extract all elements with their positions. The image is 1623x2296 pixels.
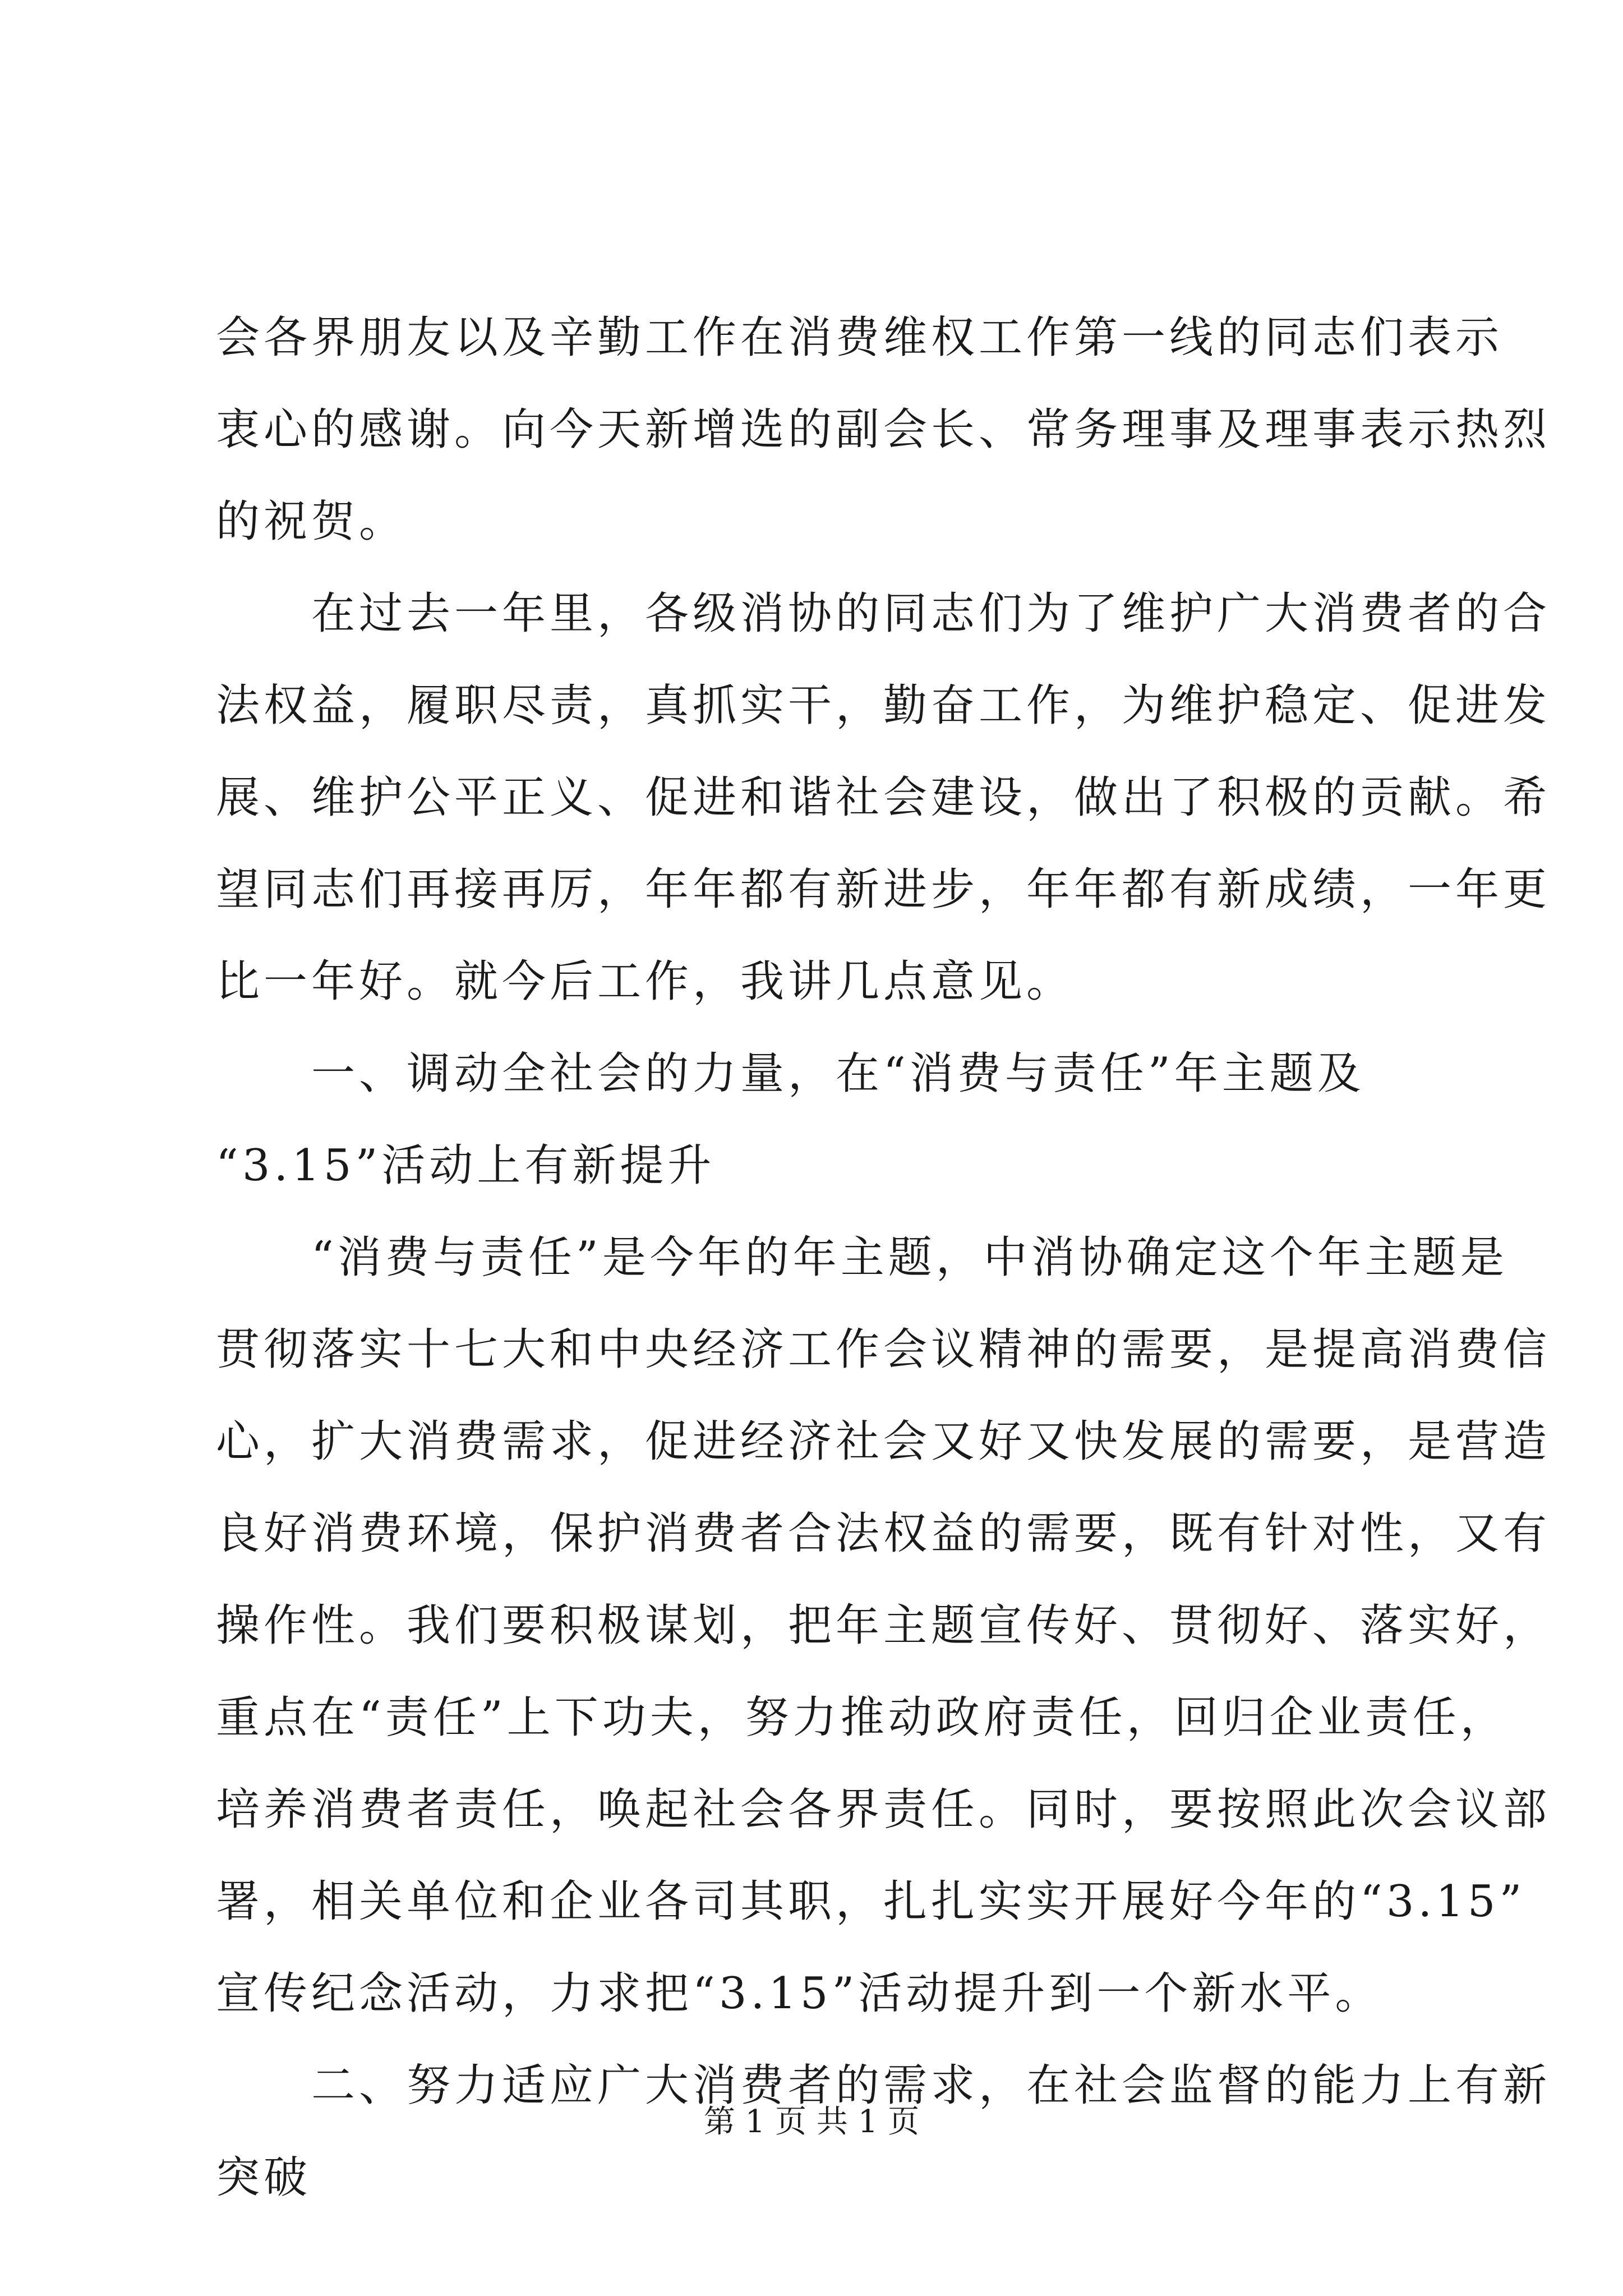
text-line: “消费与责任”是今年的年主题，中消协确定这个年主题是 <box>216 1232 1508 1283</box>
page-number-label: 第 1 页 共 1 页 <box>703 2104 920 2140</box>
text-line: 展、维护公平正义、促进和谐社会建设，做出了积极的贡献。希 <box>216 772 1551 823</box>
section-heading-line: “3.15”活动上有新提升 <box>216 1140 716 1191</box>
text-line: 衷心的感谢。向今天新增选的副会长、常务理事及理事表示热烈 <box>216 404 1551 455</box>
section-heading-line: 一、调动全社会的力量，在“消费与责任”年主题及 <box>216 1048 1365 1099</box>
section-heading-line: 二、努力适应广大消费者的需求，在社会监督的能力上有新 <box>216 2060 1551 2111</box>
text-line: 贯彻落实十七大和中央经济工作会议精神的需要，是提高消费信 <box>216 1324 1551 1375</box>
document-body <box>216 292 1551 2224</box>
text-line: 的祝贺。 <box>216 496 407 547</box>
text-line: 重点在“责任”上下功夫，努力推动政府责任，回归企业责任， <box>216 1692 1508 1743</box>
text-line: 比一年好。就今后工作，我讲几点意见。 <box>216 956 1075 1007</box>
section-heading-line: 突破 <box>216 2152 312 2203</box>
page-footer <box>0 2102 1623 2142</box>
text-line: 署，相关单位和企业各司其职，扎扎实实开展好今年的“3.15” <box>216 1876 1526 1927</box>
text-line: 操作性。我们要积极谋划，把年主题宣传好、贯彻好、落实好， <box>216 1600 1551 1651</box>
text-line: 宣传纪念活动，力求把“3.15”活动提升到一个新水平。 <box>216 1968 1383 2019</box>
text-line: 心，扩大消费需求，促进经济社会又好又快发展的需要，是营造 <box>216 1416 1551 1467</box>
text-line: 在过去一年里，各级消协的同志们为了维护广大消费者的合 <box>216 588 1551 639</box>
text-line: 法权益，履职尽责，真抓实干，勤奋工作，为维护稳定、促进发 <box>216 680 1551 731</box>
text-line: 良好消费环境，保护消费者合法权益的需要，既有针对性，又有 <box>216 1508 1551 1559</box>
text-line: 望同志们再接再厉，年年都有新进步，年年都有新成绩，一年更 <box>216 864 1551 915</box>
text-line: 培养消费者责任，唤起社会各界责任。同时，要按照此次会议部 <box>216 1784 1551 1835</box>
text-line: 会各界朋友以及辛勤工作在消费维权工作第一线的同志们表示 <box>216 312 1504 363</box>
